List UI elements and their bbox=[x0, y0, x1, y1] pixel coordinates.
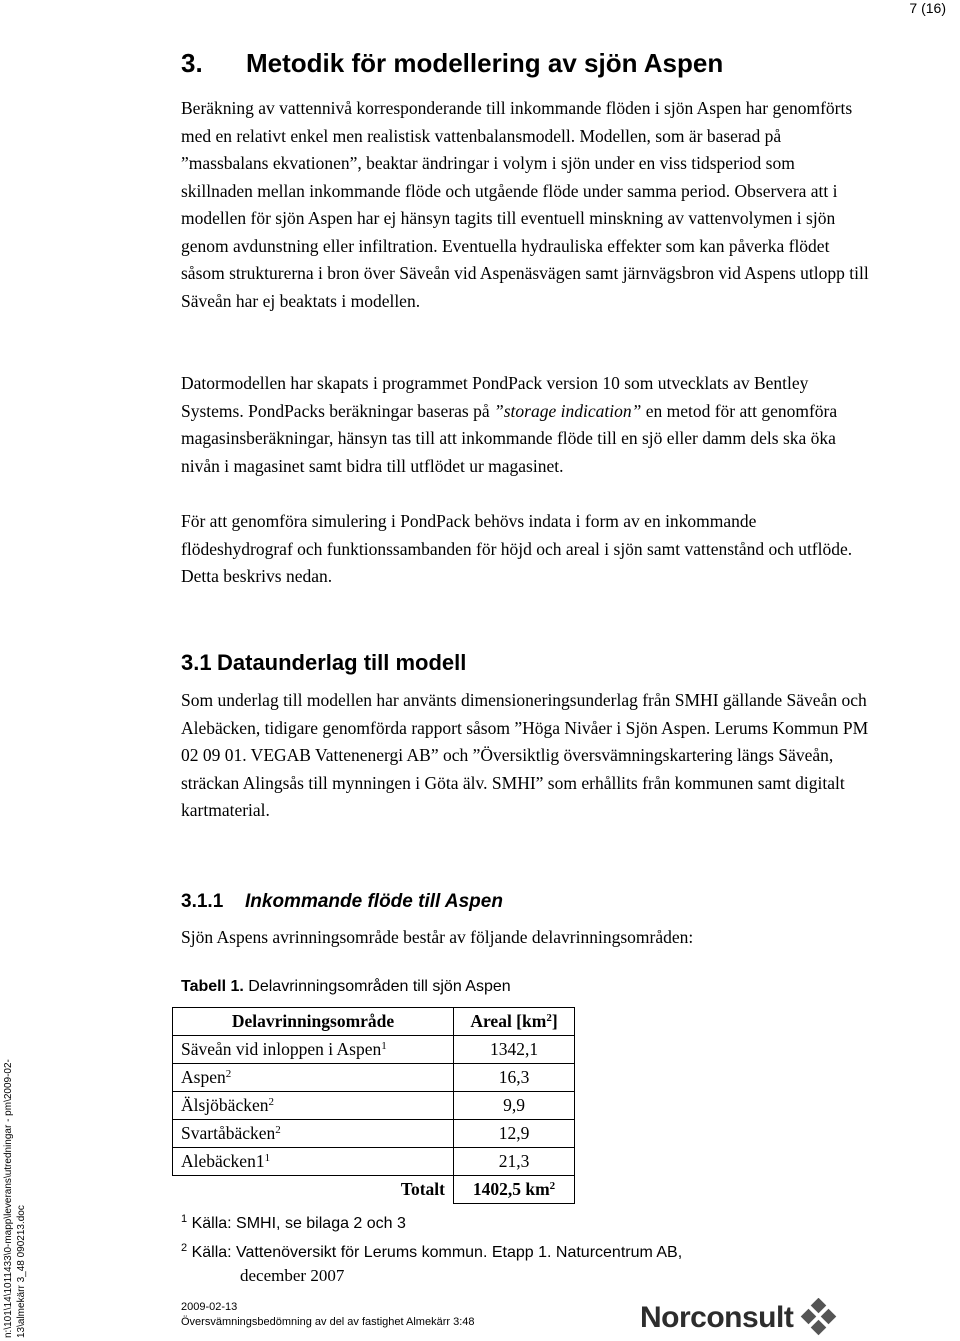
column-header-area-size: Areal $[km^2]$ bbox=[454, 1008, 575, 1036]
page-number: 7 (16) bbox=[909, 0, 946, 16]
row-name: Säveån vid inloppen i Aspen$^1$ bbox=[173, 1036, 454, 1064]
table-row bbox=[173, 1036, 575, 1064]
paragraph-simulation: För att genomföra simulering i PondPack behövs indata i form av en inkommande flödeshydrograf och funktionssambanden för höjd och areal i sjön samt vattenstånd och utflöde. Detta beskrivs nedan. bbox=[181, 511, 853, 586]
table-row bbox=[173, 1120, 575, 1148]
table-row bbox=[173, 1092, 575, 1120]
paragraph-model-description: Beräkning av vattennivå korresponderande till inkommande flöden i sjön Aspen har genomförts med en relativt enkel men realistisk vattenbalansmodell. Modellen, som är baserad på ”massbalans ekvationen”, beaktar ändringar i volym i sjön under en viss tidsperiod som skillnaden mellan inkommande flöde och utgående flöde under samma period. Observera att i modellen för sjön Aspen har ej hänsyn tagits till eventuell minskning av vattenvolymen i sjön genom avdunstning eller infiltration. Eventuella hydrauliska effekter som kan påverka flödet såsom strukturerna i bron över Säveån vid Aspenäsvägen samt järnvägsbron vid Aspens utlopp till Säveån har ej beaktats i modellen. bbox=[181, 98, 869, 311]
pondpack-text-b: en metod för att genomföra magasinsberäkningar, hänsyn tas till att inkommande flöde till en sjö eller damm dels ska öka nivån i magasinet samt bidra till utflödet ur magasinet. bbox=[181, 400, 838, 476]
table-caption-text: Delavrinningsområden till sjön Aspen bbox=[243, 978, 511, 995]
section-3-heading bbox=[181, 48, 723, 79]
row-value: 1342,1 bbox=[454, 1036, 575, 1064]
section-3-1-1-heading bbox=[181, 891, 503, 913]
section-3-1-title: Dataunderlag till modell bbox=[217, 650, 467, 675]
row-value: 12,9 bbox=[454, 1120, 575, 1148]
footer-date: 2009-02-13 bbox=[181, 1301, 238, 1313]
table-total-row bbox=[173, 1176, 575, 1204]
section-3-number: 3. bbox=[181, 48, 203, 78]
paragraph-catchment: Sjön Aspens avrinningsområde består av följande delavrinningsområden: bbox=[181, 927, 694, 947]
footnote-1: $^1$ Källa: SMHI, se bilaga 2 och 3 bbox=[181, 1213, 406, 1232]
pondpack-text-a: Datormodellen har skapats i programmet PondPack version 10 som utvecklats av Bentley Systems. PondPacks beräkningar baseras på bbox=[181, 373, 809, 421]
row-name: Aspen$^2$ bbox=[173, 1064, 454, 1092]
row-value: 16,3 bbox=[454, 1064, 575, 1092]
table-row bbox=[173, 1148, 575, 1176]
section-3-1-number: 3.1 bbox=[181, 650, 212, 675]
row-name: Älsjöbäcken$^2$ bbox=[173, 1092, 454, 1120]
total-value: 1402,5 $km^2$ bbox=[454, 1176, 575, 1204]
total-label: Totalt bbox=[400, 1179, 445, 1200]
catchment-table bbox=[172, 1007, 575, 1204]
table-caption-label: Tabell 1. bbox=[181, 978, 244, 995]
row-value: 9,9 bbox=[454, 1092, 575, 1120]
section-3-1-1-number: 3.1.1 bbox=[181, 891, 224, 912]
diamond-logo-icon bbox=[799, 1298, 839, 1338]
footnote-2: $^2$ Källa: Vattenöversikt för Lerums kommun. Etapp 1. Naturcentrum AB, bbox=[181, 1242, 683, 1261]
footer-document-title: Översvämningsbedömning av del av fastighet Almekärr 3:48 bbox=[181, 1316, 475, 1328]
logo-wordmark: Norconsult bbox=[640, 1301, 794, 1334]
section-3-1-heading bbox=[181, 650, 466, 676]
table-caption bbox=[181, 978, 511, 996]
norconsult-logo bbox=[640, 1298, 839, 1338]
section-3-1-1-title: Inkommande flöde till Aspen bbox=[245, 891, 503, 912]
table-row bbox=[173, 1064, 575, 1092]
table-header-row bbox=[173, 1008, 575, 1036]
paragraph-data-basis: Som underlag till modellen har använts dimensioneringsunderlag från SMHI gällande Säveån och Alebäcken, tidigare genomförda rapport såsom ”Höga Nivåer i Sjön Aspen. Lerums Kommun PM 02 09 01. VEGAB Vattenenergi AB” och ”Översiktlig översvämningskartering längs Säveån, sträckan Alingsås till mynningen i Göta älv. SMHI” som erhållits från kommunen samt digitalt kartmaterial. bbox=[181, 690, 869, 820]
file-path-margin: n:\101\14\1011433\0-mapp\leverans\utredningar - pm\2009-02- 13\almekärr 3_48 090213.doc bbox=[3, 1059, 27, 1338]
paragraph-pondpack bbox=[181, 370, 871, 480]
storage-indication-term: ”storage indication” bbox=[494, 400, 642, 421]
column-header-area-name: Delavrinningsområde bbox=[173, 1008, 454, 1036]
footnote-2-continuation: december 2007 bbox=[240, 1266, 345, 1285]
row-value: 21,3 bbox=[454, 1148, 575, 1176]
row-name: Svartåbäcken$^2$ bbox=[173, 1120, 454, 1148]
section-3-title: Metodik för modellering av sjön Aspen bbox=[246, 48, 724, 78]
row-name: $Alebäcken1^1$ bbox=[173, 1148, 454, 1176]
